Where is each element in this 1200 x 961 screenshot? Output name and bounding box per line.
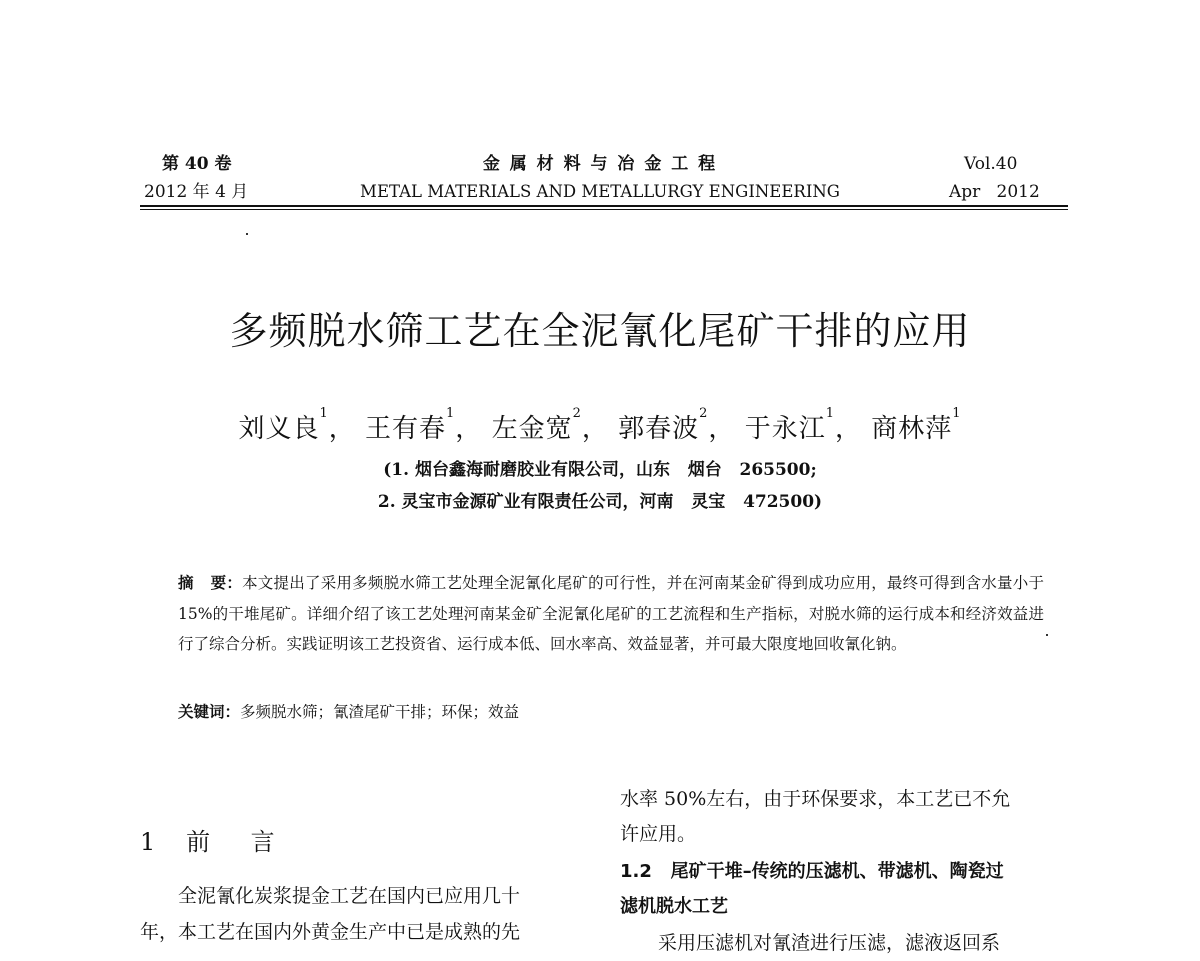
affiliation-2: 2. 灵宝市金源矿业有限责任公司，河南 灵宝 472500) (377, 492, 823, 512)
body-line: 全泥氰化炭浆提金工艺在国内已应用几十 (178, 885, 521, 907)
keywords (178, 700, 519, 722)
left-column-body (140, 878, 580, 950)
section-heading-intro: 1 前 言 (140, 828, 277, 856)
date-en: Apr 2012 (949, 182, 1040, 202)
subsection-heading-cont: 滤机脱水工艺 (620, 896, 728, 917)
author-affil-mark: 2 (572, 406, 582, 421)
body-line: 许应用。 (620, 823, 697, 845)
volume-en: Vol.40 (964, 154, 1018, 174)
author-affil-mark: 1 (952, 406, 962, 421)
date-cn: 2012 年 4 月 (144, 182, 249, 202)
keywords-text: 多频脱水筛；氰渣尾矿干排；环保；效益 (240, 703, 520, 721)
author: 王有春 (365, 414, 447, 444)
keywords-label: 关键词： (178, 703, 241, 721)
author-affil-mark: 1 (825, 406, 835, 421)
body-line: 水率 50%左右，由于环保要求，本工艺已不允 (620, 788, 1011, 810)
subsection-heading: 1.2 尾矿干堆–传统的压滤机、带滤机、陶瓷过 (620, 861, 1004, 882)
right-column-body (620, 782, 1068, 961)
scan-speck (246, 233, 248, 235)
paper-title: 多频脱水筛工艺在全泥氰化尾矿干排的应用 (229, 309, 971, 353)
author-affil-mark: 1 (319, 406, 329, 421)
body-line: 年，本工艺在国内外黄金生产中已是成熟的先 (140, 921, 521, 943)
abstract-text: 本文提出了采用多频脱水筛工艺处理全泥氰化尾矿的可行性，并在河南某金矿得到成功应用，最终可得到含水量小于 15%的干堆尾矿。详细介绍了该工艺处理河南某金矿全泥氰化尾矿的工艺流程和生产指标，对脱水筛的运行成本和经济效益进行了综合分析。实践证明该工艺投资省、运行成本低、回水率高、效益显著，并可最大限度地回收氰化钠。 (178, 574, 1044, 653)
affiliation-1: (1. 烟台鑫海耐磨胶业有限公司，山东 烟台 265500; (383, 460, 817, 480)
scan-speck (1046, 634, 1048, 636)
author-affil-mark: 1 (446, 406, 456, 421)
header-rule-thick (140, 205, 1068, 207)
abstract (178, 568, 1044, 660)
author: 商林萍 (871, 414, 953, 444)
volume-cn: 第 40 卷 (162, 154, 232, 174)
author: 刘义良 (238, 414, 320, 444)
author: 郭春波 (618, 414, 700, 444)
author-list: 刘义良$^1$， 王有春$^1$， 左金宽$^2$， 郭春波$^2$， 于永江$^1$， 商林萍$^1$ (238, 406, 962, 444)
author-affil-mark: 2 (699, 406, 709, 421)
header-rule-thin (140, 209, 1068, 210)
author: 左金宽 (491, 414, 573, 444)
journal-title-cn: 金 属 材 料 与 冶 金 工 程 (482, 154, 718, 174)
body-line: 采用压滤机对氰渣进行压滤，滤液返回系 (658, 932, 1001, 954)
journal-title-en: METAL MATERIALS AND METALLURGY ENGINEERING (360, 182, 840, 201)
author: 于永江 (744, 414, 826, 444)
abstract-label: 摘 要： (178, 574, 243, 592)
